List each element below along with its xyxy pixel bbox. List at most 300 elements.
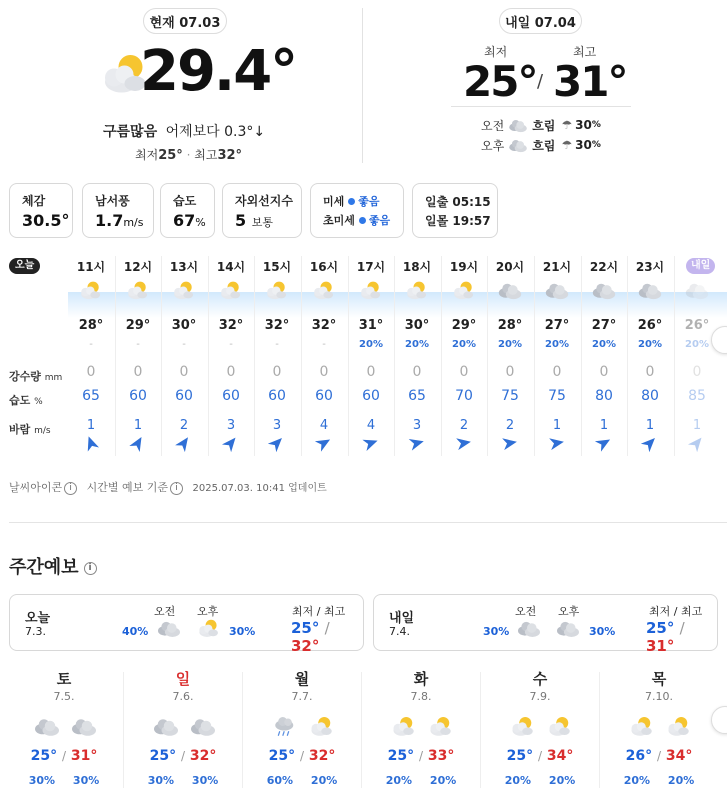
- hour-column: [394, 252, 440, 452]
- hour-wind-speed: 1: [645, 418, 655, 433]
- day-pm-precip: 30%: [72, 774, 100, 787]
- day-am-precip: 30%: [147, 774, 175, 787]
- hour-wind-speed: 1: [133, 418, 143, 433]
- hour-humidity: 60: [222, 388, 240, 404]
- day-am-precip: 60%: [266, 774, 294, 787]
- cloud-icon: [496, 278, 524, 302]
- hour-wind-speed: 3: [272, 418, 282, 433]
- hour-wind-speed: 2: [459, 418, 469, 433]
- weather-icon-label: 날씨아이콘: [9, 481, 63, 494]
- day-am-precip: 20%: [385, 774, 413, 787]
- hour-precip-chance: -: [229, 339, 233, 350]
- day-pm-precip: 20%: [310, 774, 338, 787]
- wind-label: 남서풍: [95, 194, 130, 208]
- temp-slash: /: [679, 619, 685, 637]
- hour-rainfall: 0: [412, 364, 422, 380]
- weekly-day[interactable]: [362, 668, 480, 793]
- hour-temperature: 27°: [544, 318, 570, 333]
- sunrise-time: 05:15: [452, 195, 491, 209]
- weekly-day[interactable]: [481, 668, 599, 793]
- cloud-icon: [69, 713, 99, 739]
- today-min-max: [135, 146, 242, 163]
- tomorrow-max-temp: 31°: [553, 57, 627, 106]
- day-name: 월: [294, 670, 310, 688]
- today-min-value: 25°: [158, 148, 183, 163]
- max-temp: 31°: [646, 637, 675, 655]
- pm-condition: 흐림: [532, 138, 556, 153]
- temp-slash: /: [61, 749, 67, 763]
- sun-cloud-icon: [195, 617, 223, 639]
- temp-slash: /: [324, 619, 330, 637]
- day-pm-precip: 20%: [429, 774, 457, 787]
- hour-wind-speed: 1: [86, 418, 96, 433]
- dust-box[interactable]: [310, 183, 404, 238]
- tomorrow-slash: /: [537, 71, 544, 92]
- hour-column: [674, 252, 720, 452]
- wind-unit: m/s: [123, 216, 144, 229]
- hour-wind-speed: 1: [599, 418, 609, 433]
- am-precip: 30%: [483, 625, 510, 638]
- hour-column: [534, 252, 580, 452]
- wind-direction-icon: [688, 434, 706, 452]
- hour-precip-chance: 20%: [545, 339, 569, 350]
- weekly-title-text: 주간예보: [9, 557, 79, 578]
- day-max-temp: 31°: [70, 748, 98, 764]
- hour-temperature: 28°: [78, 318, 104, 333]
- weekly-today-date: 7.3.: [25, 625, 46, 638]
- hour-precip-chance: 20%: [498, 339, 522, 350]
- hour-rainfall: 0: [692, 364, 702, 380]
- humidity-row-text: 습도: [9, 394, 31, 407]
- wind-direction-icon: [641, 434, 659, 452]
- hour-column: [581, 252, 627, 452]
- tomorrow-divider: [451, 106, 631, 107]
- sun-cloud-icon: [170, 278, 198, 302]
- wind-direction-icon: [549, 436, 565, 450]
- day-precip: [243, 774, 361, 787]
- section-divider: [362, 8, 363, 163]
- am-condition: 흐림: [532, 118, 556, 133]
- hour-rainfall: 0: [133, 364, 143, 380]
- hour-precip-chance: -: [182, 339, 186, 350]
- info-icon[interactable]: i: [64, 482, 77, 495]
- hour-rainfall: 0: [552, 364, 562, 380]
- feels-like-value: [22, 211, 69, 230]
- pm-precip: 30%: [589, 625, 616, 638]
- hour-time: 16시: [309, 260, 339, 274]
- day-date: 7.6.: [172, 690, 194, 703]
- day-min-temp: 26°: [625, 748, 653, 764]
- sunrise-row: [425, 193, 491, 210]
- status-dot-icon: [359, 217, 366, 224]
- cloud-icon: [543, 278, 571, 302]
- cloud-icon: [151, 713, 181, 739]
- hour-precip-chance: 20%: [405, 339, 429, 350]
- day-name: 화: [413, 670, 429, 688]
- day-precip: [124, 774, 242, 787]
- hour-rainfall: 0: [599, 364, 609, 380]
- hour-wind-speed: 4: [366, 418, 376, 433]
- hour-temperature: 29°: [125, 318, 151, 333]
- tomorrow-badge: 내일: [686, 258, 715, 274]
- day-am-precip: 30%: [28, 774, 56, 787]
- wind-direction-icon: [456, 436, 472, 450]
- weekly-tomorrow-temps: [646, 619, 717, 655]
- hour-wind-speed: 2: [505, 418, 515, 433]
- today-date-badge: [143, 8, 227, 34]
- weekly-tomorrow-name: 내일: [389, 611, 415, 626]
- wind-direction-icon: [175, 434, 193, 452]
- hour-time: 19시: [449, 260, 479, 274]
- humidity-number: 67: [173, 211, 196, 230]
- day-temps: [481, 748, 599, 764]
- hour-rainfall: 0: [226, 364, 236, 380]
- day-max-temp: 33°: [427, 748, 455, 764]
- am-label: 오전: [515, 605, 537, 618]
- max-temp: 32°: [291, 637, 320, 655]
- tomorrow-min-temp: 25°: [463, 57, 537, 106]
- hour-column: [487, 252, 533, 452]
- sun-cloud-icon: [627, 713, 657, 739]
- hour-wind-speed: 3: [412, 418, 422, 433]
- hour-humidity: 60: [315, 388, 333, 404]
- humidity-value: [173, 211, 206, 230]
- hour-rainfall: 0: [645, 364, 655, 380]
- wind-direction-icon: [315, 434, 333, 451]
- hour-humidity: 65: [408, 388, 426, 404]
- rain-label: 강수량: [9, 370, 41, 383]
- day-date: 7.9.: [529, 690, 551, 703]
- tomorrow-max-label: 최고: [573, 45, 597, 59]
- rain-row-label: [9, 368, 62, 384]
- hour-wind-speed: 4: [319, 418, 329, 433]
- hour-rainfall: 0: [505, 364, 515, 380]
- cloud-icon: [590, 278, 618, 302]
- wind-direction-icon: [222, 434, 240, 452]
- hour-temperature: 31°: [358, 318, 384, 333]
- uv-box[interactable]: [222, 183, 302, 238]
- cloud-icon: [507, 136, 529, 154]
- day-temps: [5, 748, 123, 764]
- sunrise-label: 일출: [425, 195, 449, 209]
- hour-column: [301, 252, 347, 452]
- hour-temperature: 32°: [218, 318, 244, 333]
- info-icon[interactable]: i: [170, 482, 183, 495]
- day-pm-precip: 30%: [191, 774, 219, 787]
- feels-like-box[interactable]: [9, 183, 73, 238]
- tomorrow-date-badge: [499, 8, 582, 34]
- uv-level: 보통: [251, 216, 273, 229]
- sun-cloud-icon: [450, 278, 478, 302]
- day-name: 수: [532, 670, 548, 688]
- hour-precip-chance: -: [322, 339, 326, 350]
- weekly-day[interactable]: [124, 668, 242, 793]
- hour-column: [208, 252, 254, 452]
- day-min-temp: 25°: [387, 748, 415, 764]
- uv-number: 5: [235, 211, 247, 230]
- weekly-tomorrow-card[interactable]: [373, 594, 718, 655]
- tomorrow-date-label: 내일 07.04: [505, 15, 576, 31]
- hour-rainfall: 0: [272, 364, 282, 380]
- tomorrow-min-label: 최저: [484, 45, 508, 59]
- day-max-temp: 32°: [308, 748, 336, 764]
- day-temps: [243, 748, 361, 764]
- temp-slash: /: [299, 749, 305, 763]
- hour-precip-chance: 20%: [452, 339, 476, 350]
- minmax-label: 최저 / 최고: [649, 605, 703, 618]
- cloud-icon: [554, 617, 582, 639]
- rain-cloud-icon: [270, 713, 300, 739]
- day-min-temp: 25°: [268, 748, 296, 764]
- feels-like-number: 30.5°: [22, 211, 70, 230]
- day-date: 7.5.: [53, 690, 75, 703]
- sun-cloud-icon: [545, 713, 575, 739]
- am-label: 오전: [154, 605, 176, 618]
- weekly-tomorrow-date: 7.4.: [389, 625, 410, 638]
- hour-humidity: 65: [82, 388, 100, 404]
- sun-cloud-icon: [389, 713, 419, 739]
- humidity-box[interactable]: [160, 183, 215, 238]
- cloud-icon: [188, 713, 218, 739]
- tomorrow-pm-row: [481, 136, 601, 154]
- hour-time: 23시: [635, 260, 665, 274]
- uv-label: 자외선지수: [235, 194, 293, 208]
- sun-box[interactable]: [412, 183, 498, 238]
- hour-column: [441, 252, 487, 452]
- current-condition-row: [103, 121, 265, 141]
- today-max-label: 최고: [194, 148, 218, 162]
- pm25-label: 초미세: [323, 214, 355, 227]
- tomorrow-am-row: [481, 116, 601, 134]
- hour-time: 13시: [169, 260, 199, 274]
- day-date: 7.7.: [291, 690, 313, 703]
- pm10-row: [323, 193, 380, 209]
- day-name: 일: [175, 670, 191, 688]
- wind-direction-icon: [362, 435, 379, 451]
- sun-cloud-icon: [664, 713, 694, 739]
- wind-direction-icon: [83, 434, 99, 451]
- hour-time: 20시: [495, 260, 525, 274]
- day-temps: [362, 748, 480, 764]
- pm-label: 오후: [481, 138, 505, 153]
- min-temp: 25°: [646, 619, 675, 637]
- hour-time: 14시: [216, 260, 246, 274]
- hour-precip-chance: -: [136, 339, 140, 350]
- min-temp: 25°: [291, 619, 320, 637]
- hour-time: 11시: [76, 260, 106, 274]
- sunset-label: 일몰: [425, 214, 449, 228]
- umbrella-icon: ☂: [561, 118, 573, 132]
- hour-humidity: 85: [688, 388, 706, 404]
- hour-precip-chance: -: [89, 339, 93, 350]
- am-label: 오전: [481, 118, 505, 133]
- hour-temperature: 27°: [591, 318, 617, 333]
- umbrella-icon: ☂: [561, 138, 573, 152]
- wind-direction-icon: [595, 434, 613, 451]
- pm-precip-unit: %: [591, 140, 601, 150]
- day-temps: [600, 748, 718, 764]
- day-precip: [5, 774, 123, 787]
- hour-humidity: 75: [548, 388, 566, 404]
- hour-time: 12시: [123, 260, 153, 274]
- weekly-day[interactable]: [5, 668, 123, 793]
- wind-row-label: [9, 421, 51, 437]
- temp-slash: /: [656, 749, 662, 763]
- feels-like-label: 체감: [22, 194, 46, 208]
- hour-wind-speed: 1: [552, 418, 562, 433]
- day-precip: [600, 774, 718, 787]
- day-min-temp: 25°: [30, 748, 58, 764]
- day-date: 7.10.: [645, 690, 673, 703]
- hour-precip-chance: 20%: [685, 339, 709, 350]
- hour-time: 18시: [402, 260, 432, 274]
- hour-time: 15시: [262, 260, 292, 274]
- weekly-day[interactable]: [243, 668, 361, 793]
- hour-column: [115, 252, 161, 452]
- hour-temperature: 26°: [684, 318, 710, 333]
- hour-column: [627, 252, 673, 452]
- hour-temperature: 28°: [497, 318, 523, 333]
- humidity-row-unit: %: [34, 397, 43, 407]
- hour-wind-speed: 2: [179, 418, 189, 433]
- humidity-unit: %: [195, 216, 206, 229]
- info-icon[interactable]: i: [84, 562, 97, 575]
- day-precip: [362, 774, 480, 787]
- day-max-temp: 32°: [189, 748, 217, 764]
- day-min-temp: 25°: [506, 748, 534, 764]
- am-precip: 40%: [122, 625, 149, 638]
- pm25-row: [323, 212, 390, 228]
- update-time: 2025.07.03. 10:41 업데이트: [192, 483, 327, 494]
- weekly-today-temps: [291, 619, 363, 655]
- hour-temperature: 32°: [264, 318, 290, 333]
- uv-value: [235, 211, 273, 230]
- day-max-temp: 34°: [546, 748, 574, 764]
- separator-dot: ·: [186, 148, 191, 162]
- sun-cloud-icon: [217, 278, 245, 302]
- hourly-basis-label: 시간별 예보 기준: [86, 481, 169, 494]
- hour-temperature: 30°: [171, 318, 197, 333]
- hour-rainfall: 0: [179, 364, 189, 380]
- cloud-icon: [507, 116, 529, 134]
- day-temps: [124, 748, 242, 764]
- today-min-label: 최저: [135, 148, 159, 162]
- sun-cloud-icon: [124, 278, 152, 302]
- hour-rainfall: 0: [459, 364, 469, 380]
- hour-wind-speed: 3: [226, 418, 236, 433]
- hour-humidity: 60: [175, 388, 193, 404]
- hour-humidity: 80: [641, 388, 659, 404]
- wind-direction-icon: [268, 434, 286, 452]
- day-am-precip: 20%: [504, 774, 532, 787]
- hour-time: 17시: [356, 260, 386, 274]
- hour-temperature: 26°: [637, 318, 663, 333]
- sunset-row: [425, 212, 491, 229]
- pm10-value: 좋음: [358, 195, 380, 208]
- hour-humidity: 75: [501, 388, 519, 404]
- pm-label: 오후: [197, 605, 219, 618]
- sun-cloud-icon: [307, 713, 337, 739]
- humidity-label: 습도: [173, 194, 197, 208]
- temp-slash: /: [418, 749, 424, 763]
- am-precip-unit: %: [591, 120, 601, 130]
- hour-time: 21시: [542, 260, 572, 274]
- hour-humidity: 70: [455, 388, 473, 404]
- hour-precip-chance: 20%: [592, 339, 616, 350]
- hour-column: [161, 252, 207, 452]
- wind-row-text: 바람: [9, 423, 31, 436]
- weekly-today-name: 오늘: [25, 611, 51, 626]
- pm25-value: 좋음: [368, 214, 391, 227]
- sun-cloud-icon: [77, 278, 105, 302]
- weekly-day[interactable]: [600, 668, 718, 793]
- day-am-precip: 20%: [623, 774, 651, 787]
- hour-precip-chance: 20%: [359, 339, 383, 350]
- hour-precip-chance: -: [275, 339, 279, 350]
- sun-cloud-icon: [403, 278, 431, 302]
- hour-humidity: 60: [268, 388, 286, 404]
- minmax-label: 최저 / 최고: [292, 605, 346, 618]
- wind-direction-icon: [409, 435, 426, 450]
- day-min-temp: 25°: [149, 748, 177, 764]
- cloud-icon: [515, 617, 543, 639]
- pm-label: 오후: [558, 605, 580, 618]
- cloud-icon: [32, 713, 62, 739]
- day-pm-precip: 20%: [548, 774, 576, 787]
- hour-wind-speed: 1: [692, 418, 702, 433]
- status-dot-icon: [348, 198, 355, 205]
- pm-precip: 30%: [229, 625, 256, 638]
- day-name: 목: [651, 670, 667, 688]
- am-precip: 30: [575, 118, 592, 132]
- day-name: 토: [56, 670, 72, 688]
- hour-rainfall: 0: [319, 364, 329, 380]
- sun-cloud-icon: [426, 713, 456, 739]
- day-date: 7.8.: [410, 690, 432, 703]
- sun-cloud-icon: [508, 713, 538, 739]
- current-temperature: 29.4°: [140, 39, 297, 104]
- weekly-today-card[interactable]: [9, 594, 364, 655]
- cloud-icon: [155, 617, 183, 639]
- hour-column: [254, 252, 300, 452]
- wind-number: 1.7: [95, 211, 124, 230]
- section-divider: [9, 522, 727, 523]
- today-badge: 오늘: [9, 258, 40, 274]
- hour-rainfall: 0: [86, 364, 96, 380]
- day-pm-precip: 20%: [667, 774, 695, 787]
- temp-slash: /: [537, 749, 543, 763]
- footnote-row: [9, 479, 327, 495]
- temp-slash: /: [180, 749, 186, 763]
- wind-direction-icon: [129, 434, 146, 452]
- day-max-temp: 34°: [665, 748, 693, 764]
- wind-value: [95, 211, 144, 230]
- hour-temperature: 30°: [404, 318, 430, 333]
- cloud-icon: [683, 278, 711, 302]
- wind-row-unit: m/s: [34, 426, 51, 436]
- hour-column: [348, 252, 394, 452]
- current-condition: 구름많음: [103, 124, 158, 140]
- pm-precip: 30: [575, 138, 592, 152]
- today-max-value: 32°: [217, 148, 243, 163]
- wind-box[interactable]: [82, 183, 154, 238]
- rain-unit: mm: [44, 373, 63, 383]
- hour-humidity: 60: [129, 388, 147, 404]
- sun-cloud-icon: [310, 278, 338, 302]
- yesterday-compare: 어제보다 0.3°↓: [165, 124, 266, 140]
- day-precip: [481, 774, 599, 787]
- sunset-time: 19:57: [452, 214, 491, 228]
